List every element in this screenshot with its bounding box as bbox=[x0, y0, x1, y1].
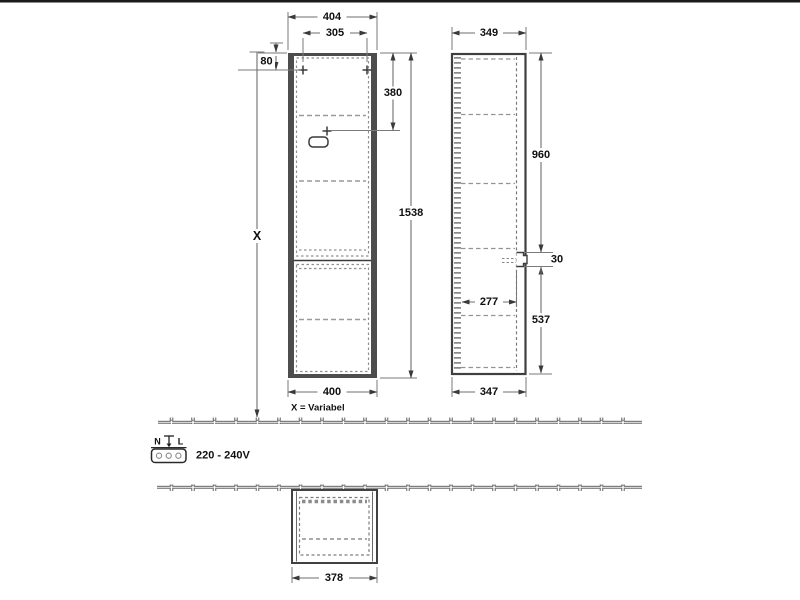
dim-top-to-handle bbox=[527, 53, 555, 252]
dim-total-height bbox=[380, 53, 427, 378]
dim-label: 404 bbox=[322, 11, 342, 23]
dim-top-view-width bbox=[292, 567, 377, 585]
variable-note: X = Variabel bbox=[291, 402, 345, 414]
dim-depth-top bbox=[452, 27, 526, 51]
dim-label: 80 bbox=[260, 55, 273, 68]
line-label: L bbox=[177, 436, 184, 447]
power-connection-symbol bbox=[151, 436, 250, 463]
dim-label: 349 bbox=[479, 27, 499, 39]
front-view bbox=[288, 53, 377, 378]
wall-hatch-band-lower bbox=[157, 485, 642, 492]
dim-label: 277 bbox=[479, 296, 499, 308]
wall-hatch-band-upper bbox=[158, 418, 642, 425]
dim-label: X bbox=[252, 229, 262, 243]
dim-depth-bottom bbox=[452, 377, 526, 399]
top-view bbox=[292, 490, 377, 563]
dim-label: 960 bbox=[531, 149, 551, 161]
dim-handle-to-bottom bbox=[527, 267, 555, 375]
voltage-label: 220 - 240V bbox=[196, 449, 250, 462]
dim-handle-thickness bbox=[524, 253, 563, 281]
side-view bbox=[452, 54, 527, 374]
dim-label: 537 bbox=[531, 314, 551, 326]
dim-label: 380 bbox=[383, 87, 403, 99]
sheet-top-border bbox=[0, 0, 800, 3]
dim-height-variable bbox=[249, 52, 265, 417]
side-cabinet-body bbox=[452, 54, 526, 374]
dim-label: 347 bbox=[479, 386, 499, 398]
dim-label: 400 bbox=[322, 386, 342, 398]
neutral-label: N bbox=[154, 436, 161, 447]
dim-label: 30 bbox=[550, 253, 564, 266]
dim-label: 378 bbox=[324, 572, 344, 584]
dim-label: 1538 bbox=[398, 207, 424, 219]
dim-width-bottom bbox=[288, 380, 377, 399]
dim-label: 305 bbox=[325, 27, 345, 39]
earth-ground-icon bbox=[164, 436, 174, 447]
